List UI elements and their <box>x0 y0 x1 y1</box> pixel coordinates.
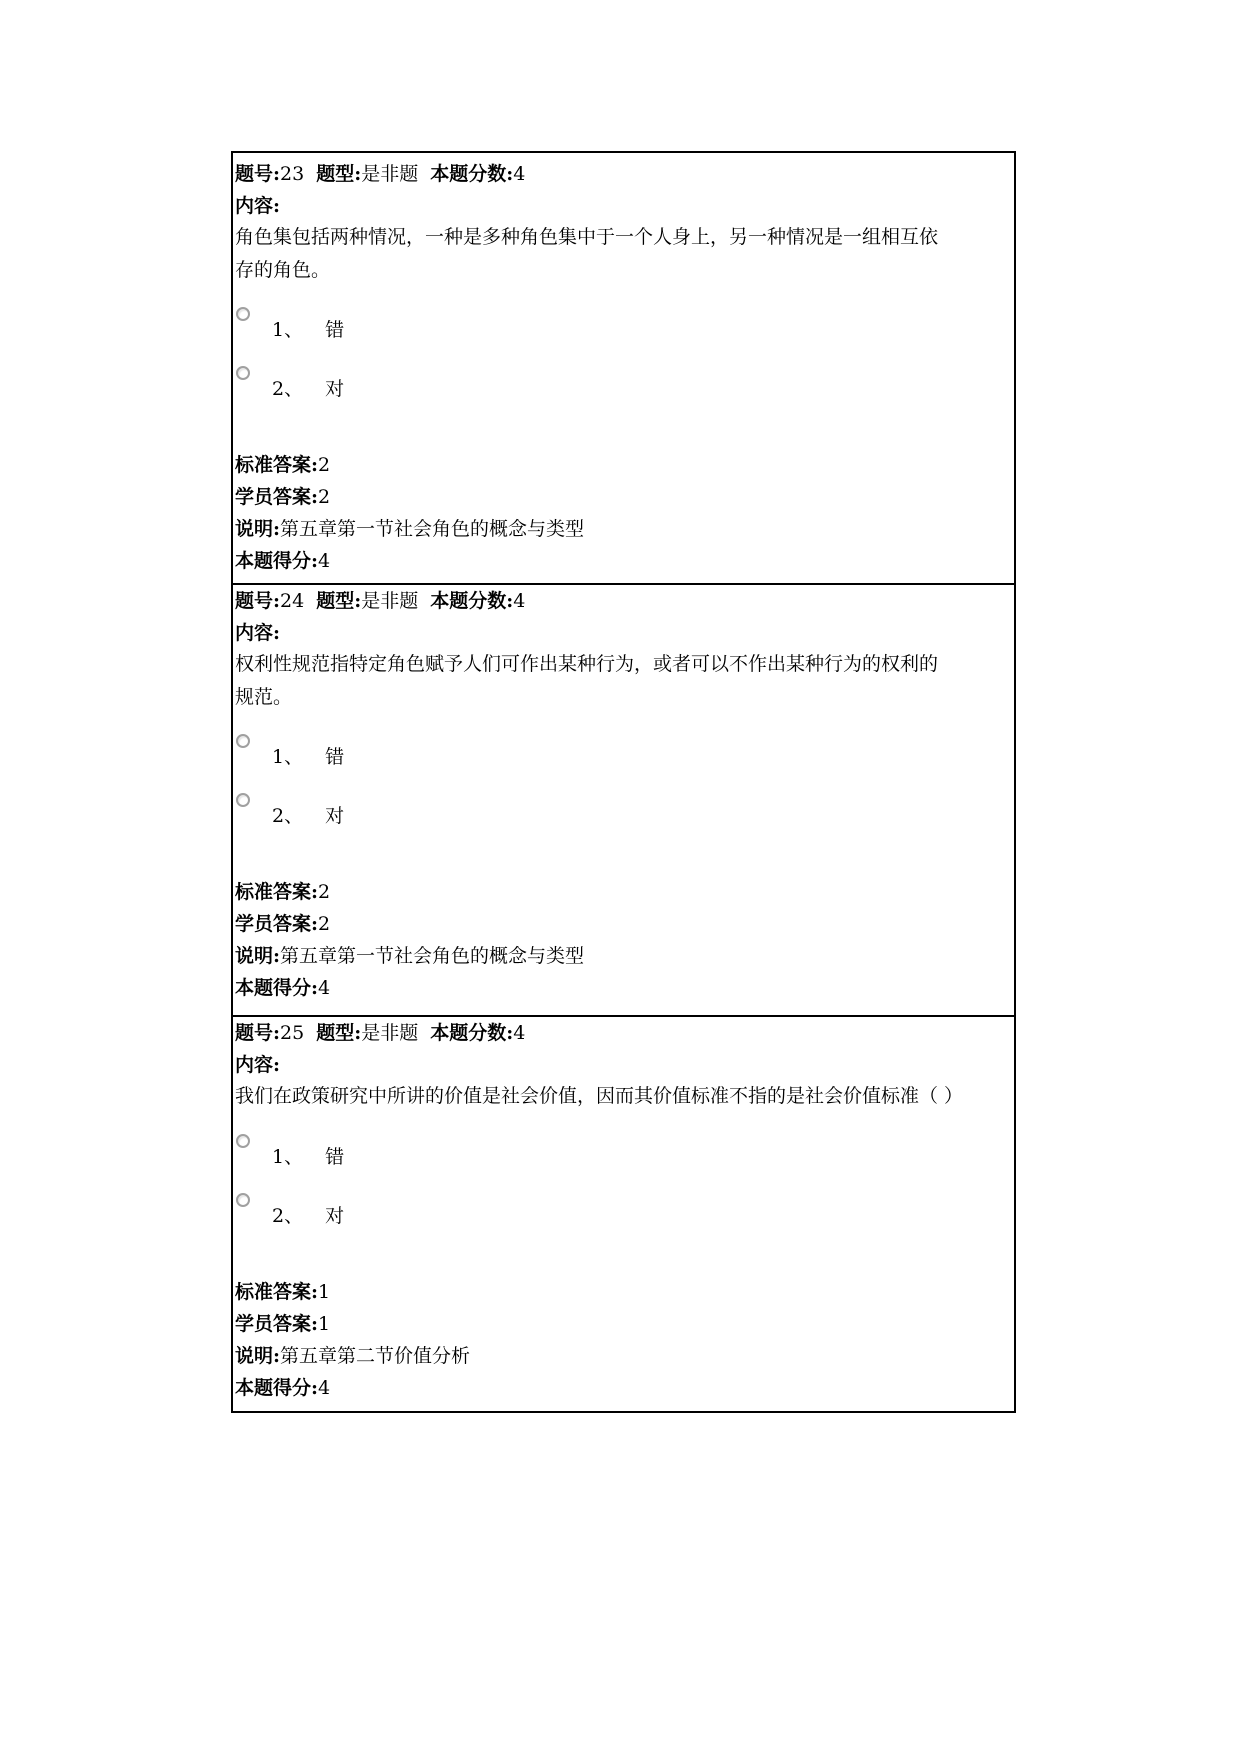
question-score-label: 本题分数: <box>430 163 514 185</box>
question-content-line: 存的角色。 <box>235 259 331 281</box>
question-block-25 <box>233 1017 1014 1413</box>
option-index: 1、 <box>272 746 304 768</box>
question-content <box>235 1080 1007 1113</box>
question-content-line: 角色集包括两种情况，一种是多种角色集中于一个人身上，另一种情况是一组相互依 <box>235 226 939 248</box>
question-type-label: 题型: <box>316 590 362 612</box>
option-index: 2、 <box>272 1205 304 1227</box>
option-label: 错 <box>325 319 345 341</box>
score-obtained: 本题得分:4 <box>235 550 331 572</box>
explanation: 说明:第五章第二节价值分析 <box>235 1345 471 1367</box>
content-label: 内容: <box>235 195 281 217</box>
radio-button[interactable] <box>236 307 250 321</box>
question-results-table <box>231 151 1016 1413</box>
question-content <box>235 648 1007 714</box>
option-index: 1、 <box>272 1146 304 1168</box>
question-number-label: 题号: <box>235 163 281 185</box>
explanation: 说明:第五章第一节社会角色的概念与类型 <box>235 518 585 540</box>
content-label: 内容: <box>235 1054 281 1076</box>
radio-button[interactable] <box>236 793 250 807</box>
student-answer: 学员答案:1 <box>235 1313 331 1335</box>
option-label: 对 <box>325 378 345 400</box>
option-label: 对 <box>325 1205 345 1227</box>
question-score: 4 <box>513 163 526 185</box>
score-obtained: 本题得分:4 <box>235 977 331 999</box>
radio-button[interactable] <box>236 366 250 380</box>
question-type-label: 题型: <box>316 163 362 185</box>
question-number-label: 题号: <box>235 1022 281 1044</box>
question-type: 是非题 <box>361 1022 419 1044</box>
question-score: 4 <box>513 1022 526 1044</box>
standard-answer: 标准答案:1 <box>235 1281 331 1303</box>
question-number-label: 题号: <box>235 590 281 612</box>
question-block-24 <box>233 585 1014 1015</box>
question-content-line: 权利性规范指特定角色赋予人们可作出某种行为，或者可以不作出某种行为的权利的 <box>235 653 939 675</box>
option-label: 错 <box>325 1146 345 1168</box>
question-block-23 <box>233 153 1014 583</box>
student-answer: 学员答案:2 <box>235 486 331 508</box>
question-header <box>235 158 525 190</box>
radio-button[interactable] <box>236 1193 250 1207</box>
question-score-label: 本题分数: <box>430 590 514 612</box>
option-label: 对 <box>325 805 345 827</box>
radio-button[interactable] <box>236 734 250 748</box>
question-number: 23 <box>280 163 305 185</box>
option-index: 2、 <box>272 805 304 827</box>
question-score-label: 本题分数: <box>430 1022 514 1044</box>
option-index: 2、 <box>272 378 304 400</box>
option-index: 1、 <box>272 319 304 341</box>
question-content-line: 规范。 <box>235 686 293 708</box>
content-label: 内容: <box>235 622 281 644</box>
question-number: 25 <box>280 1022 305 1044</box>
standard-answer: 标准答案:2 <box>235 454 331 476</box>
question-header <box>235 1017 525 1049</box>
question-type: 是非题 <box>361 590 419 612</box>
question-header <box>235 585 525 617</box>
question-type-label: 题型: <box>316 1022 362 1044</box>
question-score: 4 <box>513 590 526 612</box>
score-obtained: 本题得分:4 <box>235 1377 331 1399</box>
question-number: 24 <box>280 590 305 612</box>
standard-answer: 标准答案:2 <box>235 881 331 903</box>
explanation: 说明:第五章第一节社会角色的概念与类型 <box>235 945 585 967</box>
student-answer: 学员答案:2 <box>235 913 331 935</box>
option-label: 错 <box>325 746 345 768</box>
radio-button[interactable] <box>236 1134 250 1148</box>
question-content <box>235 221 1007 287</box>
question-content-line: 我们在政策研究中所讲的价值是社会价值，因而其价值标准不指的是社会价值标准（ ） <box>235 1085 964 1107</box>
question-type: 是非题 <box>361 163 419 185</box>
